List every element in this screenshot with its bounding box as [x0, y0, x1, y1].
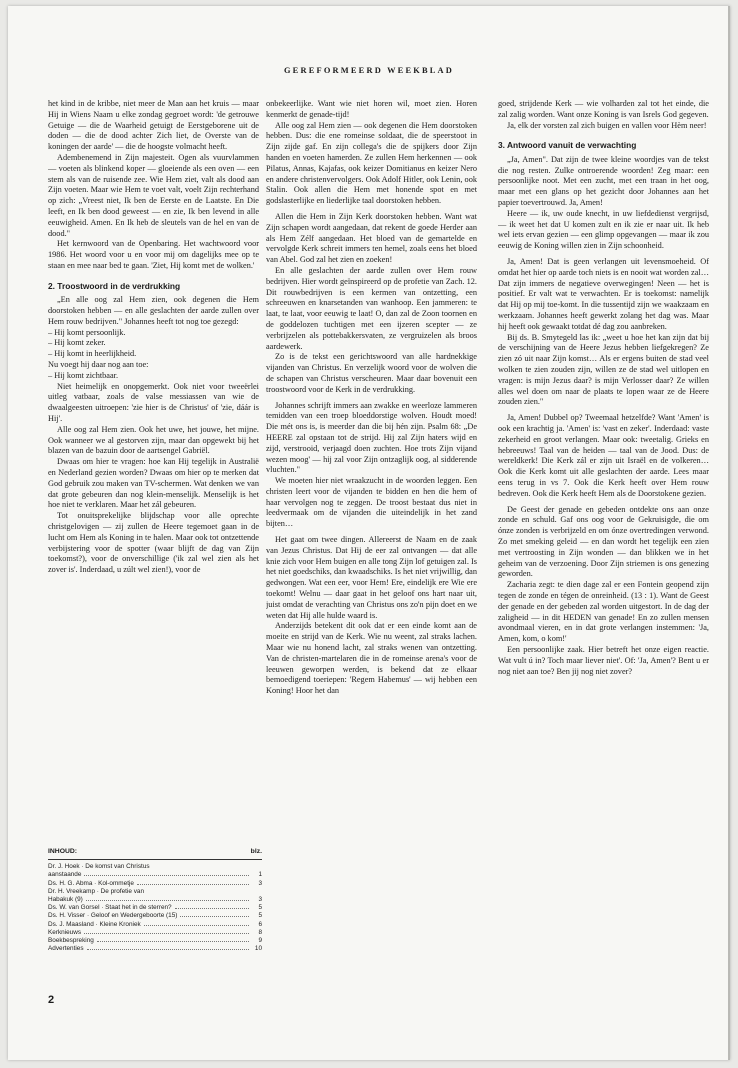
- paragraph: Allen die Hem in Zijn Kerk doorstoken hebben. Want wat Zijn schapen wordt aangedaan, dat rekent de goede Herder aan als Hem Zélf aangedaan. Het bloed van de gemartelde en vervolgde Kerk schreit immers ten hemel, zoals eens het bloed van Abel. God zal het zien en zoeken!: [266, 211, 477, 265]
- page-edge: [728, 6, 730, 1060]
- toc-header: [48, 848, 262, 856]
- toc-divider: [48, 859, 262, 860]
- toc-leader-dots: [86, 900, 249, 901]
- paragraph: goed, strijdende Kerk — wie volharden zal tot het einde, die zal zalig worden. Want onze Koning is van Isrels God gegeven.: [498, 99, 709, 119]
- paragraph: Adembenemend in Zijn majesteit. Ogen als vuurvlammen — voeten als blinkend koper — gloeiende als een oven — een stem als van de ruisende zee. Wie Hem ziet, valt als dood aan Zijn voeten. Maar wie Hem te voet valt, voelt Zijn rechterhand op zich: „Vreest niet, Ik ben de Eerste en de Laatste. En Die leeft, en Ik ben dood geweest — en zie, Ik ben levend in alle eeuwigheid. Amen. En Ik heb de sleutels van de hel en van de dood.": [48, 152, 259, 238]
- toc-leader-dots: [175, 908, 249, 909]
- toc-entry-title: Ds. W. van Gorsel · Staat het in de sterren?: [48, 904, 172, 912]
- toc-entry-title: Boekbespreking: [48, 937, 94, 945]
- toc-list: [48, 863, 262, 953]
- toc-entry-title: Ds. H. Visser · Geloof en Wedergeboorte (15): [48, 912, 178, 920]
- toc-entry: [48, 871, 262, 879]
- newspaper-page: [8, 6, 730, 1060]
- toc-label: INHOUD:: [48, 848, 78, 855]
- toc-leader-dots: [180, 916, 249, 917]
- paragraph: Tot onuitsprekelijke blijdschap voor alle oprechte christgelovigen — zij zullen de Heere tegemoet gaan in de lucht om Hem als Koning in te halen. Maar ook tot ontzettende verbijstering voor de spotter (waar blijft de dag van Zijn toekomst?), voor de onverschillige ('ik zal wel zien als het zover is'. Inderdaad, u zúlt wel zien!), voor de: [48, 511, 259, 575]
- paragraph: Anderzijds betekent dit ook dat er een einde komt aan de moeite en strijd van de Kerk. Wie nu weent, zal straks lachen. Maar wie nu honend lacht, zal straks wenen van ontzetting. Van de christen-martelaren die in de romeinse arena's voor de leeuwen geworpen werden, is bekend dat ze elkaar bemoedigend toeriepen: 'Regem Habemus' — wij hebben een Koning! Hoor het dan: [266, 621, 477, 696]
- toc-leader-dots: [84, 933, 249, 934]
- toc-entry-title: Advertenties: [48, 945, 84, 953]
- paragraph: Het gaat om twee dingen. Allereerst de Naam en de zaak van Jezus Christus. Dat Hij de eer zal ontvangen — dat alle knie zich voor Hem buigen en alle tong Zijn lof getuigen zal. Is het niet goedschiks, dan kwaadschiks. Is het niet vrijwillig, dan gedwongen. Wat een eer, voor Hem! Ere, eindelijk ere Wie ere toekomt! Welnu — daar gaat in het geloof ons hart naar uit, juist omdat de verachting van Christus ons zo'n pijn doet en we weten dat Hij alle hulde waard is.: [266, 535, 477, 620]
- column-3: [498, 99, 709, 979]
- toc-leader-dots: [137, 884, 249, 885]
- list-item: – Hij komt in heerlijkheid.: [48, 349, 137, 359]
- bullet-list: [48, 328, 259, 360]
- toc-page-label: blz.: [250, 848, 262, 855]
- toc-leader-dots: [97, 941, 249, 942]
- toc-entry: [48, 888, 262, 896]
- paragraph: Ja, Amen! Dat is geen verlangen uit levensmoeheid. Of omdat het hier op aarde toch niets is en nooit wat worden zal… Dat zijn immers de negatieve overwegingen! Neen — het is positief. Er valt wat te verwachten. Er is toekomst: namelijk dat Hij op mij toe-komt. In die tussentijd zijn we waakzaam en werkzaam. Johannes heeft gewerkt zolang het dag was. Maar hij heeft ook gewaakt totdat dé dag zou aanbreken.: [498, 257, 709, 331]
- paragraph: het kind in de kribbe, niet meer de Man aan het kruis — maar Hij in Wiens Naam u elke zondag gegroet wordt: 'de getrouwe Getuige — die de Waarheid getuigt de Eerstgeborene uit de doden — die de dood achter Zich liet, de Overste van de koningen der aarde' — die de hoogste volmacht heeft.: [48, 99, 259, 152]
- toc-entry: [48, 912, 262, 920]
- column-2: [266, 99, 477, 979]
- paragraph: Niet heimelijk en onopgemerkt. Ook niet voor tweeërlei uitleg vatbaar, zoals de valse messiassen van wie de dwaalgeesten uitroepen: 'zie hier is de Christus' of 'zie, dáár is Hij'.: [48, 381, 259, 424]
- toc-entry: [48, 945, 262, 953]
- paragraph: De Geest der genade en gebeden ontdekte ons aan onze zonde en schuld. Gaf ons oog voor de Gekruisigde, die om ónze zonden is verbrijzeld en om ónze overtredingen verwond. Zo met smeking geleid — en dan wordt het tegelijk een zien met vertroosting in Zijn wonden — dan blikken we in het geheim van de verzoening. Door Zijn striemen is ons genezing geworden.: [498, 504, 709, 579]
- paragraph: Alle oog zal Hem zien. Ook het uwe, het jouwe, het mijne. Ook wanneer we al gestorven zijn, maar dan opgewekt bij het blazen van de bazuin door de aartsengel Gabriël.: [48, 424, 259, 456]
- paragraph: „Ja, Amen". Dat zijn de twee kleine woordjes van de tekst die nog resten. Zulke ontroerende woorden! Zeg maar: een persoonlijke noot. Met een zucht, met een traan in het oog, maar met een glans op het gezicht door Johannes aan het papier toevertrouwd. Ja, Amen!: [498, 154, 709, 208]
- toc-leader-dots: [84, 875, 249, 876]
- toc-entry-title: Habakuk (9): [48, 896, 83, 904]
- toc-entry-title: Dr. H. Vreekamp · De profetie van: [48, 887, 145, 895]
- list-item: – Hij komt zichtbaar.: [48, 370, 119, 380]
- masthead-title: GEREFORMEERD WEEKBLAD: [283, 66, 455, 75]
- paragraph: Een persoonlijke zaak. Hier betreft het onze eigen reactie. Wat vult ú in? Toch maar liever niet'. Of: 'Ja, Amen'? Bent u er nog niet aan toe? Ben jij nog niet zover?: [498, 644, 709, 676]
- toc-entry-title: Ds. J. Maasland · Kleine Kroniek: [48, 920, 141, 928]
- paragraph: Zacharia zegt: te dien dage zal er een Fontein geopend zijn tegen de zonde en tégen de onreinheid. (13 : 1). Want de Geest der genade en der gebeden zal worden uitgestort. In de dag der zaligheid — in dit HEDEN van genade! En zo zullen mensen avondmaal vieren, en in dat grote verlangen instemmen: 'Ja, Amen, kom, o kom!': [498, 580, 709, 644]
- table-of-contents: [48, 848, 262, 953]
- toc-entry-page: 9: [258, 937, 262, 945]
- section-heading-2: 2. Troostwoord in de verdrukking: [48, 280, 181, 291]
- toc-entry-title: Kerknieuws: [48, 928, 82, 936]
- toc-entry-page: 5: [258, 904, 262, 912]
- paragraph: Alle oog zal Hem zien — ook degenen die Hem doorstoken hebben. Dus: die ene romeinse soldaat, die de speerstoot in Zijn zijde gaf. En zijn collega's die de spijkers door Zijn handen en voeten hamerden. Ze zullen Hem herkennen — ook Pilatus, Annas, Kajafas, ook keizer Domitianus en keizer Nero en andere christenvervolgers. Ook Adolf Hitler, ook Lenin, ook Stalin. Ook allen die Hem met honende spot en met godslasterlijke en liederlijke taal doorstoken hebben.: [266, 120, 477, 206]
- toc-entry-page: 8: [258, 928, 262, 936]
- toc-entry-page: 5: [258, 912, 262, 920]
- list-item: – Hij komt persoonlijk.: [48, 327, 126, 337]
- toc-entry-page: 10: [254, 945, 262, 953]
- column-1: [48, 99, 259, 979]
- paragraph: Nu voegt hij daar nog aan toe:: [48, 360, 149, 370]
- paragraph: Zo is de tekst een gerichtswoord van alle hardnekkige vijanden van Christus. En verzelijk woord voor de wolven die de schapen van Christus verscheuren. Maar daar bovenuit een troostwoord voor de Kerk in de verdrukking.: [266, 352, 477, 394]
- toc-entry: [48, 921, 262, 929]
- page-number: 2: [48, 994, 55, 1006]
- toc-entry-page: 1: [258, 871, 262, 879]
- paragraph: „En alle oog zal Hem zien, ook degenen die Hem doorstoken hebben — en alle geslachten der aarde zullen over Hem rouw bedrijven." Johannes heeft tot nog toe gezegd:: [48, 295, 259, 326]
- toc-entry: [48, 904, 262, 912]
- toc-leader-dots: [144, 925, 249, 926]
- list-item: – Hij komt zeker.: [48, 338, 106, 348]
- paragraph: En alle geslachten der aarde zullen over Hem rouw bedrijven. Hier wordt geïnspireerd op de profetie van Zach. 12. Dit rouwbedrijven is een kermen van ontzetting, een schreeuwen en knarsetanden van wanhoop. Een jammeren: te laat, te laat, voor eeuwig te laat! O, dan zal de Zoon toornen en de goddelozen tuchtigen met een ijzeren scepter — ze verbrijzelen als pottebakkersvaten, ze vergruizelen als broos aardewerk.: [266, 265, 477, 351]
- paragraph: Johannes schrijft immers aan zwakke en weerloze lammeren temidden van een troep bloeddorstige wolven. Houdt moed! Die mét ons is, is meerder dan die bij hén zijn. Psalm 68: „De HEERE zal opstaan tot de strijd. Hij zal Zijn haters wijd en zijd, verstrooid, verjaagd doen zuchten. Hoe trots Zijn vijand wezen moog' — hij zal voor Zijn ontzaglijk oog, al sidderende vluchten.": [266, 400, 477, 475]
- toc-entry-page: 3: [258, 896, 262, 904]
- toc-entry-page: 3: [258, 879, 262, 887]
- toc-entry: [48, 929, 262, 937]
- paragraph: onbekeerlijke. Want wie niet horen wil, moet zien. Horen kenmerkt de genade-tijd!: [266, 99, 477, 119]
- toc-entry-title: Dr. J. Hoek · De komst van Christus: [48, 863, 150, 871]
- toc-entry: [48, 896, 262, 904]
- toc-entry: [48, 863, 262, 871]
- paragraph: Ja, elk der vorsten zal zich buigen en vallen voor Hèm neer!: [507, 120, 707, 130]
- toc-entry-title: Ds. H. G. Abma · Kol-ommetje: [48, 879, 134, 887]
- paragraph: Het kernwoord van de Openbaring. Het wachtwoord voor 1986. Het woord voor u en voor mij om dagelijks mee op te staan en mee naar bed te gaan. 'Ziet, Hij komt met de wolken.': [48, 239, 259, 270]
- paragraph: Ja, Amen! Dubbel op? Tweemaal hetzelfde? Want 'Amen' is ook een krachtig ja. 'Amen' is: 'vast en zeker'. Inderdaad: vaste zekerheid en groot verlangen. Maar ook: tweetalig. Grieks en hebreeuws! Taal van de heiden — taal van de Jood. Dus: de wereldkerk! Die Kerk zál er zijn uit Israël en de volkeren… Ook die Kerk komt uit alle geslachten der aarde. Lees maar eens terug in vs 7. Ook die Kerk heeft over Hem rouw bedreven. Ook die Kerk heeft Hem als de Doorstokene gezien.: [498, 413, 709, 498]
- toc-entry: [48, 937, 262, 945]
- paragraph: Bij ds. B. Smytegeld las ik: „weet u hoe het kan zijn dat bij de verschijning van de Heere Jezus hebben liefgekregen? Ze zien zó uit naar Zijn komst… Als er ergens buiten de stad veel wolken te zien zouden zijn, willen ze de stad wel uitlopen en vragen: is mijn Jezus daar? is mijn Verlosser daar? Ze willen alles wel doen om naar de plaats te lopen waar ze de Heere zouden zien.": [498, 332, 709, 407]
- toc-entry-title: aanstaande: [48, 871, 82, 879]
- paragraph: Dwaas om hier te vragen: hoe kan Hij tegelijk in Australië en Nederland gezien worden? Dwaas om hier op te merken dat God gebruik zou maken van TV-schermen. Wat denken we van dat grote gebeuren dan nog klein-menselijk. Menselijk is het hoe niet te verklaren. Maar het zál gebeuren.: [48, 457, 259, 510]
- toc-leader-dots: [87, 949, 249, 950]
- paragraph: Heere — ik, uw oude knecht, in uw liefdedienst vergrijsd, — ik weet het dat U komen zult en ik zie er naar uit. Ik heb wel iets ervan gezien — een glimp opgevangen — maar ik zou eeuwig de Koning willen zien in Zijn schoonheid.: [498, 208, 709, 251]
- toc-entry-page: 6: [258, 920, 262, 928]
- toc-entry: [48, 880, 262, 888]
- section-heading-3: 3. Antwoord vanuit de verwachting: [498, 140, 637, 151]
- paragraph: We moeten hier niet wraakzucht in de woorden leggen. Een christen leert voor de vijanden te bidden en hen die hem of haar vervolgen nog te zeggen. De troost bestaat dus niet in leedvermaak om de vijanden die uiteindelijk in het zand bijten…: [266, 476, 477, 529]
